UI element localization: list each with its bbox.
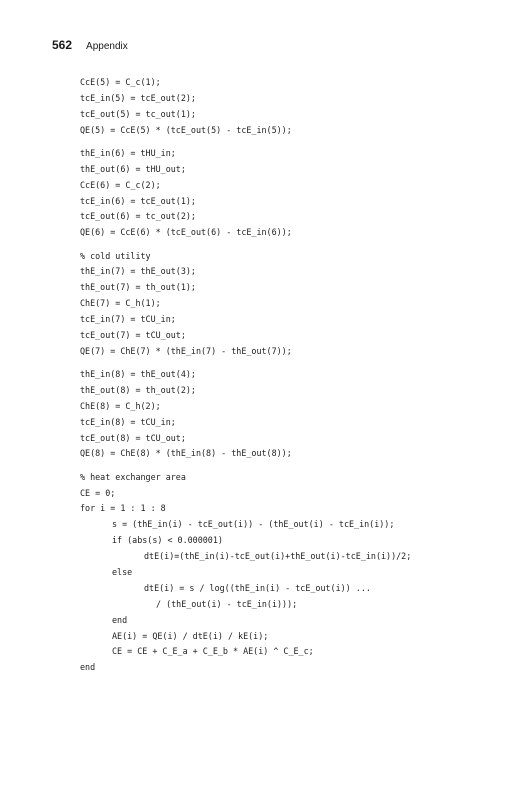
code-line: QE(6) = CcE(6) * (tcE_out(6) - tcE_in(6)); [80, 227, 292, 238]
code-line: if (abs(s) < 0.000001) [112, 535, 223, 546]
code-line: tcE_out(6) = tc_out(2); [80, 211, 196, 222]
code-comment: % heat exchanger area [80, 471, 186, 482]
code-line: ChE(7) = C_h(1); [80, 298, 161, 309]
code-line: tcE_out(7) = tCU_out; [80, 329, 186, 340]
code-line: dtE(i)=(thE_in(i)-tcE_out(i)+thE_out(i)-tcE_in(i))/2; [144, 551, 412, 562]
code-line: for i = 1 : 1 : 8 [80, 503, 166, 514]
code-line: s = (thE_in(i) - tcE_out(i)) - (thE_out(i) - tcE_in(i)); [112, 519, 395, 530]
code-line: AE(i) = QE(i) / dtE(i) / kE(i); [112, 630, 269, 641]
code-line: end [112, 614, 128, 625]
blank-line [80, 139, 511, 146]
code-line: tcE_out(5) = tc_out(1); [80, 108, 196, 119]
section-title: Appendix [86, 41, 128, 52]
code-line: CE = 0; [80, 487, 116, 498]
code-line: end [80, 662, 96, 673]
code-line: ChE(8) = C_h(2); [80, 400, 161, 411]
code-line: thE_in(7) = thE_out(3); [80, 266, 196, 277]
code-line: QE(5) = CcE(5) * (tcE_out(5) - tcE_in(5)); [80, 124, 292, 135]
code-line: thE_out(6) = tHU_out; [80, 163, 186, 174]
code-listing [80, 75, 511, 676]
code-line: CE = CE + C_E_a + C_E_b * AE(i) ^ C_E_c; [112, 646, 314, 657]
code-line: tcE_in(8) = tCU_in; [80, 416, 176, 427]
code-line: tcE_in(7) = tCU_in; [80, 314, 176, 325]
code-line: CcE(5) = C_c(1); [80, 77, 161, 87]
code-line: / (thE_out(i) - tcE_in(i))); [156, 598, 298, 609]
code-line: thE_in(6) = tHU_in; [80, 147, 176, 158]
blank-line [80, 241, 511, 248]
code-line: tcE_in(5) = tcE_out(2); [80, 92, 196, 103]
code-line: else [112, 567, 133, 578]
blank-line [80, 462, 511, 469]
code-line: tcE_in(6) = tcE_out(1); [80, 195, 196, 206]
code-line: thE_out(8) = th_out(2); [80, 384, 196, 395]
code-comment: % cold utility [80, 250, 151, 261]
page-number: 562 [52, 38, 73, 52]
code-line: thE_in(8) = thE_out(4); [80, 369, 196, 380]
code-line: dtE(i) = s / log((thE_in(i) - tcE_out(i)) ... [144, 582, 371, 593]
blank-line [80, 360, 511, 367]
code-line: QE(7) = ChE(7) * (thE_in(7) - thE_out(7)); [80, 345, 292, 356]
code-line: CcE(6) = C_c(2); [80, 179, 161, 190]
code-line: tcE_out(8) = tCU_out; [80, 432, 186, 443]
code-line: QE(8) = ChE(8) * (thE_in(8) - thE_out(8)); [80, 448, 292, 459]
page-header [52, 38, 128, 52]
code-line: thE_out(7) = th_out(1); [80, 282, 196, 293]
